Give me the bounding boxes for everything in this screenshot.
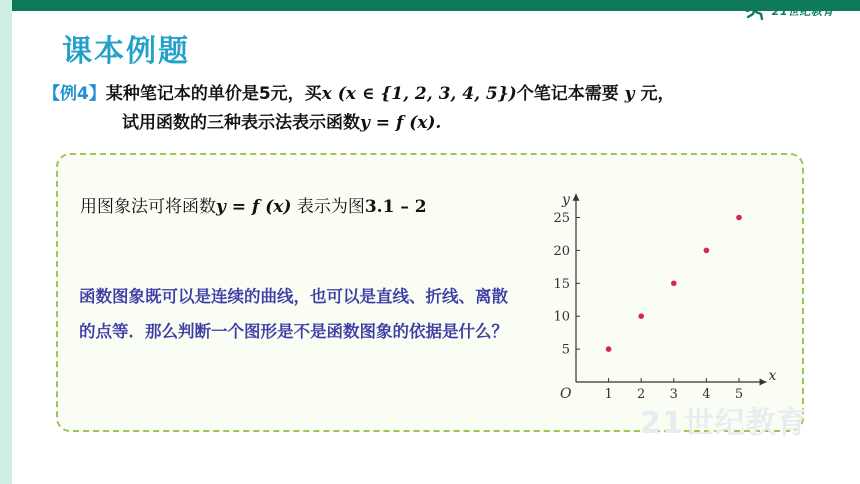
problem-line1-b: 个笔记本需要 xyxy=(516,84,619,104)
watermark: 21世纪教育 xyxy=(640,406,808,441)
y-tick-label: 5 xyxy=(561,342,570,358)
example-tag: 【例4】 xyxy=(43,84,106,104)
logo-text: 21世纪教育 xyxy=(771,5,834,18)
x-tick-label: 1 xyxy=(604,387,613,402)
graph-line-math: y = f (x) xyxy=(216,197,292,217)
y-tick-label: 25 xyxy=(553,211,570,226)
x-axis-label: x xyxy=(768,368,777,384)
figure-ref: 3.1 – 2 xyxy=(364,197,427,217)
y-tick-label: 15 xyxy=(553,276,570,292)
top-bar xyxy=(0,0,860,11)
data-point xyxy=(606,346,612,352)
y-tick-label: 20 xyxy=(553,243,570,259)
problem-line2-math: y = f (x). xyxy=(360,113,442,133)
side-bar xyxy=(0,0,12,484)
x-axis-arrow xyxy=(760,379,767,386)
logo xyxy=(743,1,834,21)
origin-label: O xyxy=(560,386,572,402)
data-point xyxy=(736,215,742,221)
problem-line1-var: y xyxy=(624,84,635,104)
graph-method-line xyxy=(80,192,427,217)
graph-line-a: 用图象法可将函数 xyxy=(80,197,216,217)
data-point xyxy=(638,313,644,319)
problem-statement xyxy=(43,80,843,138)
problem-line1-a: 某种笔记本的单价是5元，买 xyxy=(105,84,322,104)
scatter-chart xyxy=(540,176,780,406)
x-tick-label: 5 xyxy=(734,387,744,402)
graph-line-b: 表示为图 xyxy=(296,197,365,217)
runner-icon xyxy=(743,2,769,20)
y-axis-label: y xyxy=(562,191,570,208)
data-point xyxy=(671,281,677,287)
problem-line1-math: x (x ∈ {1, 2, 3, 4, 5}) xyxy=(321,84,517,104)
y-axis-arrow xyxy=(573,194,580,201)
y-tick-label: 10 xyxy=(553,309,570,325)
x-tick-label: 4 xyxy=(702,387,711,402)
section-title: 课本例题 xyxy=(62,34,190,69)
problem-line1-c: 元， xyxy=(640,84,675,104)
x-tick-label: 3 xyxy=(669,387,678,402)
x-tick-label: 2 xyxy=(637,387,646,402)
data-point xyxy=(704,248,710,254)
problem-line2-a: 试用函数的三种表示法表示函数 xyxy=(122,113,360,133)
discussion-question: 函数图象既可以是连续的曲线，也可以是直线、折线、离散的点等．那么判断一个图形是不是函数图象的依据是什么？ xyxy=(79,287,508,341)
